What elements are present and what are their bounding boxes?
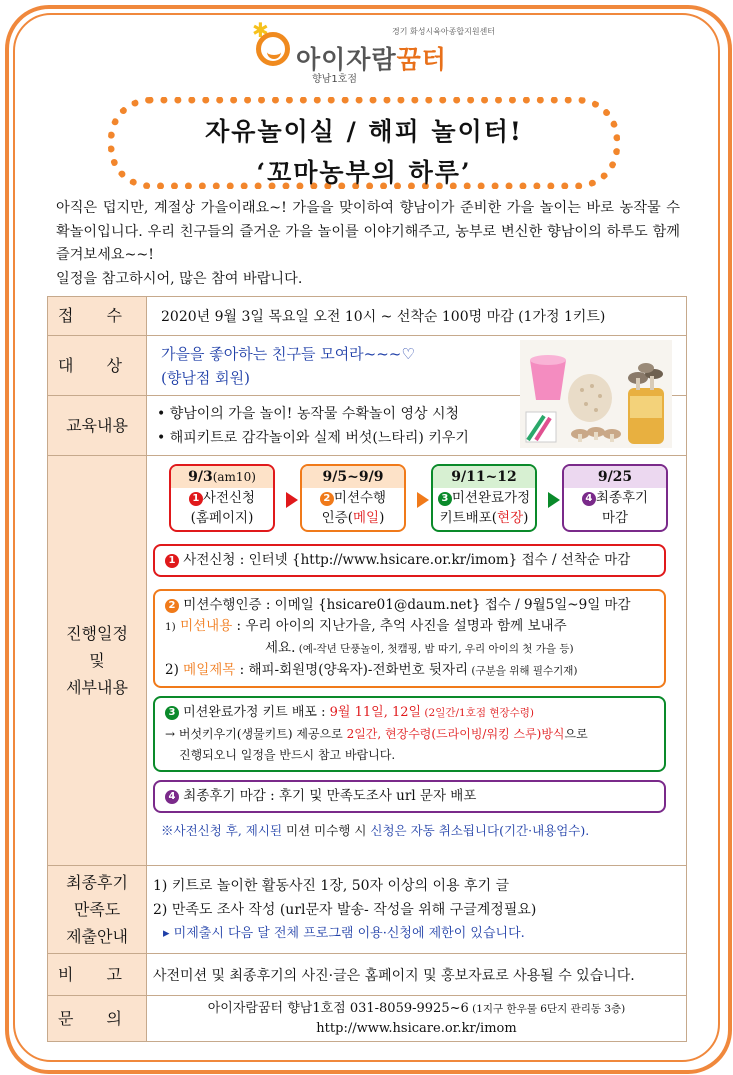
logo-name: 아이자람꿈터 (296, 45, 447, 74)
final-warning: ▸ 미제출시 다음 달 전체 프로그램 이용·신청에 제한이 있습니다. (163, 925, 525, 941)
number-4-icon: 4 (165, 790, 179, 804)
row-remark (48, 954, 687, 996)
label-target: 대 상 (48, 336, 147, 396)
info-table (47, 296, 687, 1042)
step-1-box: 9/3(am10) 1 사전신청 (홈페이지) (169, 464, 275, 532)
label-schedule: 진행일정 및 세부내용 (48, 456, 147, 866)
number-2-icon: 2 (320, 492, 334, 506)
detail-4-box: 4 최종후기 마감 : 후기 및 만족도조사 url 문자 배포 (153, 780, 666, 813)
logo (252, 18, 512, 85)
step-3-box: 9/11~12 3 미션완료가정 키트배포(현장) (431, 464, 537, 532)
intro-closing: 일정을 참고하시어, 많은 참여 바랍니다. (56, 270, 303, 287)
smile-face-icon (256, 32, 290, 66)
cancel-notice: ※사전신청 후, 제시된 미션 미수행 시 신청은 자동 취소됩니다(기간·내용엄수). (161, 823, 590, 838)
final-item-1: 1) 키트로 놀이한 활동사진 1장, 50자 이상의 이용 후기 글 (153, 877, 510, 894)
intro-text (56, 197, 680, 291)
row-final (48, 866, 687, 954)
detail-1-box: 1 사전신청 : 인터넷 {http://www.hsicare.or.kr/imom} 접수 / 선착순 마감 (153, 544, 666, 577)
education-item-1: • 향남이의 가을 놀이! 농작물 수확놀이 영상 시청 (157, 405, 459, 422)
number-4-icon: 4 (582, 492, 596, 506)
label-contact: 문 의 (48, 996, 147, 1042)
title-box (108, 97, 620, 189)
contact-url[interactable]: http://www.hsicare.or.kr/imom (316, 1020, 517, 1036)
education-item-2: • 해피키트로 감각놀이와 실제 버섯(느타리) 키우기 (157, 429, 469, 446)
number-2-icon: 2 (165, 599, 179, 613)
row-schedule (48, 456, 687, 866)
detail-2-box: 2 미션수행인증 : 이메일 {hsicare01@daum.net} 접수 / 9월5일~9일 마감 1) 미션내용 : 우리 아이의 지난가을, 추억 사진을 설명과 함께 보내주 세요. (예-작년 단풍놀이, 첫캠핑, 밤 따기, 우리 아이의 첫 가을 등) 2) 메일제목 : 해피-회원명(양육자)-전화번호 뒷자리 (구분을 위해 필수기재) (153, 589, 666, 688)
reception-text: 2020년 9월 3일 목요일 오전 10시 ~ 선착순 100명 마감 (1가정 1키트) (147, 297, 687, 336)
arrow-right-icon (548, 492, 560, 508)
label-remark: 비 고 (48, 954, 147, 996)
schedule-flow (147, 456, 686, 540)
target-line1: 가을을 좋아하는 친구들 모여라~~~♡ (161, 344, 415, 363)
step-4-box: 9/25 4 최종후기 마감 (562, 464, 668, 532)
contact-line1: 아이자람꿈터 향남1호점 031-8059-9925~6 (1지구 한우물 6단지 관리동 3층) (207, 1000, 626, 1016)
arrow-right-icon (417, 492, 429, 508)
star-icon: ✱ (252, 18, 269, 42)
logo-tagline: 경기 화성시육아종합지원센터 (392, 27, 496, 36)
number-3-icon: 3 (438, 492, 452, 506)
label-education: 교육내용 (48, 396, 147, 456)
label-final: 최종후기 만족도 제출안내 (48, 866, 147, 954)
number-3-icon: 3 (165, 706, 179, 720)
intro-paragraph: 아직은 덥지만, 계절상 가을이래요~! 가을을 맞이하여 향남이가 준비한 가을 놀이는 바로 농작물 수확놀이입니다. 우리 친구들의 즐거운 가을 놀이를 이야기해주고, 농부로 변신한 향남이의 하루도 함께 즐겨보세요~~! (56, 200, 680, 263)
step-2-box: 9/5~9/9 2 미션수행 인증(메일) (300, 464, 406, 532)
number-1-icon: 1 (165, 554, 179, 568)
detail-3-box: 3 미션완료가정 키트 배포 : 9월 11일, 12일 (2일간/1호점 현장수령) → 버섯키우기(생물키트) 제공으로 2일간, 현장수령(드라이빙/워킹 스루)방식으로 진행되오니 일정을 반드시 참고 바랍니다. (153, 696, 666, 772)
page-subtitle: ‘꼬마농부의 하루’ (256, 158, 472, 187)
number-1-icon: 1 (189, 492, 203, 506)
logo-branch: 향남1호점 (312, 74, 358, 85)
row-contact (48, 996, 687, 1042)
page-title: 자유놀이실 / 해피 놀이터! (205, 117, 523, 146)
row-target (48, 336, 687, 396)
label-reception: 접 수 (48, 297, 147, 336)
arrow-right-icon (286, 492, 298, 508)
row-reception (48, 297, 687, 336)
final-item-2: 2) 만족도 조사 작성 (url문자 발송- 작성을 위해 구글계정필요) (153, 901, 537, 918)
target-line2: (향남점 회원) (161, 368, 250, 387)
kit-photo (520, 340, 672, 448)
remark-text: 사전미션 및 최종후기의 사진·글은 홈페이지 및 홍보자료로 사용될 수 있습니다. (147, 954, 687, 996)
